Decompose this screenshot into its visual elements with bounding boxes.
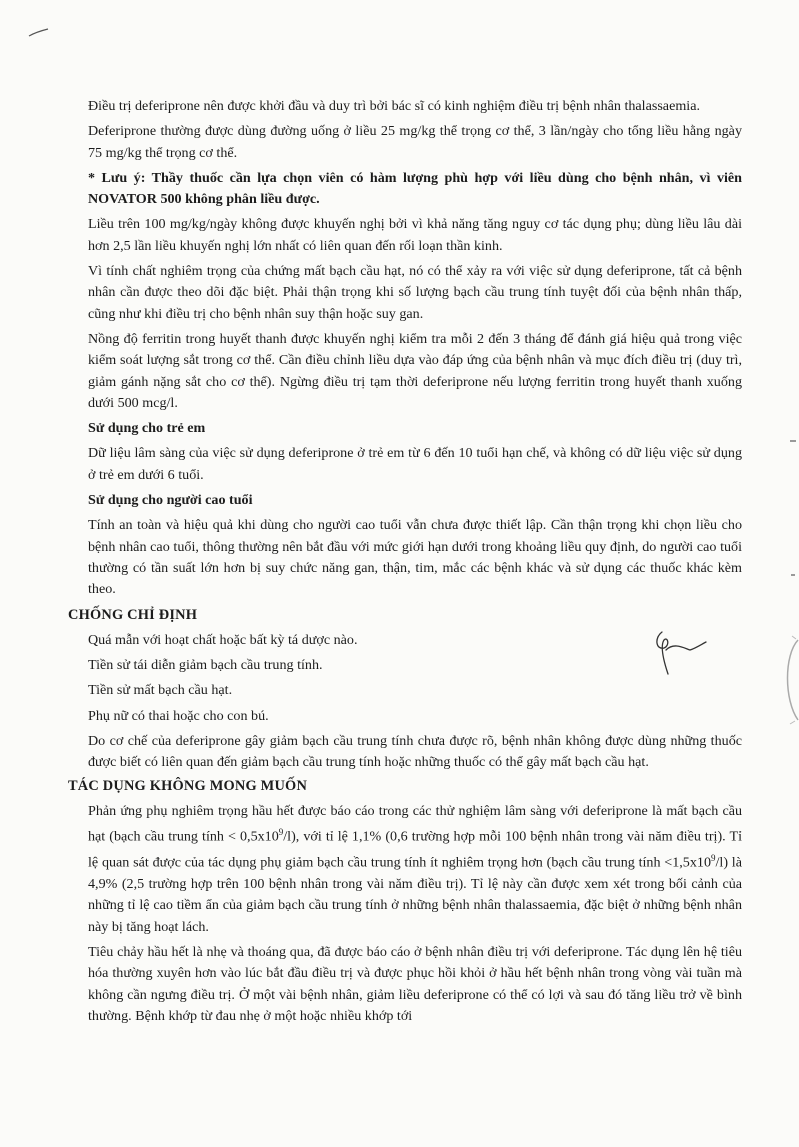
- pen-stroke-mark: [28, 28, 50, 38]
- superscript: 9: [711, 853, 716, 864]
- note-paragraph: * Lưu ý: Thầy thuốc cần lựa chọn viên có hàm lượng phù hợp với liều dùng cho bệnh nhân, vì viên NOVATOR 500 không phân liều được.: [88, 169, 742, 208]
- dosage-paragraph-1: Liều trên 100 mg/kg/ngày không được khuyến nghị bởi vì khả năng tăng nguy cơ tác dụng phụ; dùng liều lâu dài hơn 2,5 lần liều khuyến nghị lớn nhất có liên quan đến rối loạn thần kinh.: [88, 216, 742, 254]
- dosage-paragraph-2: Vì tính chất nghiêm trọng của chứng mất bạch cầu hạt, nó có thể xảy ra với việc sử dụng deferiprone, tất cả bệnh nhân cần được theo dõi đặc biệt. Phải thận trọng khi số lượng bạch cầu trung tính tuyệt đối của bệnh nhân thấp, cũng như khi điều trị cho bệnh nhân suy thận hoặc suy gan.: [88, 263, 742, 322]
- contra-item: Phụ nữ có thai hoặc cho con bú.: [88, 707, 269, 724]
- scan-tick-mark: [791, 574, 795, 576]
- adverse-paragraph-1: [88, 801, 742, 938]
- intro-paragraph-2: Deferiprone thường được dùng đường uống ở liều 25 mg/kg thể trọng cơ thể, 3 lần/ngày cho tổng liều hằng ngày 75 mg/kg thể trọng cơ thể.: [88, 123, 742, 161]
- adverse-paragraph-2: Tiêu chảy hầu hết là nhẹ và thoáng qua, đã được báo cáo ở bệnh nhân điều trị với deferiprone. Tác dụng lên hệ tiêu hóa thường xuyên hơn vào lúc bắt đầu điều trị và được phục hồi khỏi ở hầu hết bệnh nhân trong vòng vài tuần mà không cần ngưng điều trị. Ở một vài bệnh nhân, giảm liều deferiprone có thể có lợi và sau đó tăng liều trở về bình thường. Bệnh khớp từ đau nhẹ ở một hoặc nhiều khớp tới: [88, 944, 742, 1024]
- contra-item: Quá mẫn với hoạt chất hoặc bất kỳ tá dược nào.: [88, 631, 358, 648]
- dosage-paragraph-3: Nồng độ ferritin trong huyết thanh được khuyến nghị kiểm tra mỗi 2 đến 3 tháng để đánh giá hiệu quả trong việc kiểm soát lượng sắt trong cơ thể. Cần điều chỉnh liều dựa vào đáp ứng của bệnh nhân và mục đích điều trị (duy trì, giảm gánh nặng sắt cho cơ thể). Ngừng điều trị tạm thời deferiprone nếu lượng ferritin trong huyết thanh xuống dưới 500 mcg/l.: [88, 330, 742, 411]
- contraindications-list: [88, 630, 742, 774]
- contra-item: Tiền sử tái diễn giảm bạch cầu trung tính.: [88, 657, 323, 674]
- stamp-edge-mark: [772, 630, 799, 730]
- contra-item: Do cơ chế của deferiprone gây giảm bạch cầu trung tính chưa được rõ, bệnh nhân không được dùng những thuốc được biết có liên quan đến giảm bạch cầu trung tính hoặc những thuốc có thể gây mất bạch cầu hạt.: [88, 733, 742, 771]
- adverse-effects-heading: TÁC DỤNG KHÔNG MONG MUỐN: [68, 777, 308, 794]
- superscript: 9: [278, 827, 284, 838]
- adverse-text-a: Phản ứng phụ nghiêm trọng hầu hết được báo cáo trong các thử nghiệm lâm sàng với deferiprone là mất bạch cầu hạt (bạch cầu trung tính < 0,5x10: [88, 802, 742, 845]
- adverse-text-c: /l) là 4,9% (2,5 trường hợp trên 100 bệnh nhân trong vài năm điều trị). Tỉ lệ này cần được xem xét trong bối cảnh của những tỉ lệ cao tiềm ẩn của giảm bạch cầu trung tính ở những bệnh nhân thalassaemia, đặc biệt ở những bệnh nhân này bị tăng hoạt lách.: [88, 854, 742, 935]
- children-heading: Sử dụng cho trẻ em: [88, 420, 206, 437]
- contra-item: Tiền sử mất bạch cầu hạt.: [88, 682, 233, 699]
- elderly-text: Tính an toàn và hiệu quả khi dùng cho người cao tuổi vẫn chưa được thiết lập. Cần thận trọng khi chọn liều cho bệnh nhân cao tuổi, thông thường nên bắt đầu với mức giới hạn dưới trong khoảng liều quy định, do người cao tuổi thường có tần suất lớn hơn bị suy chức năng gan, thận, tim, mắc các bệnh khác và sử dụng các thuốc khác kèm theo.: [88, 517, 742, 598]
- document-page: [68, 96, 742, 1031]
- handwritten-initial-icon: [650, 628, 710, 678]
- scan-tick-mark: [790, 440, 796, 442]
- children-text: Dữ liệu lâm sàng của việc sử dụng deferiprone ở trẻ em từ 6 đến 10 tuổi hạn chế, và không có dữ liệu việc sử dụng ở trẻ em dưới 6 tuổi.: [88, 445, 742, 483]
- intro-paragraph-1: Điều trị deferiprone nên được khởi đầu và duy trì bởi bác sĩ có kinh nghiệm điều trị bệnh nhân thalassaemia.: [88, 98, 700, 114]
- adverse-text-b: /l), với tỉ lệ 1,1% (0,6 trường hợp mỗi 100 bệnh nhân trong vài năm điều trị). Tỉ lệ quan sát được của tác dụng phụ giảm bạch cầu trung tính ít nghiêm trọng hơn (bạch cầu trung tính <1,5x10: [88, 828, 742, 871]
- elderly-heading: Sử dụng cho người cao tuổi: [88, 492, 253, 509]
- contraindications-heading: CHỐNG CHỈ ĐỊNH: [68, 606, 198, 623]
